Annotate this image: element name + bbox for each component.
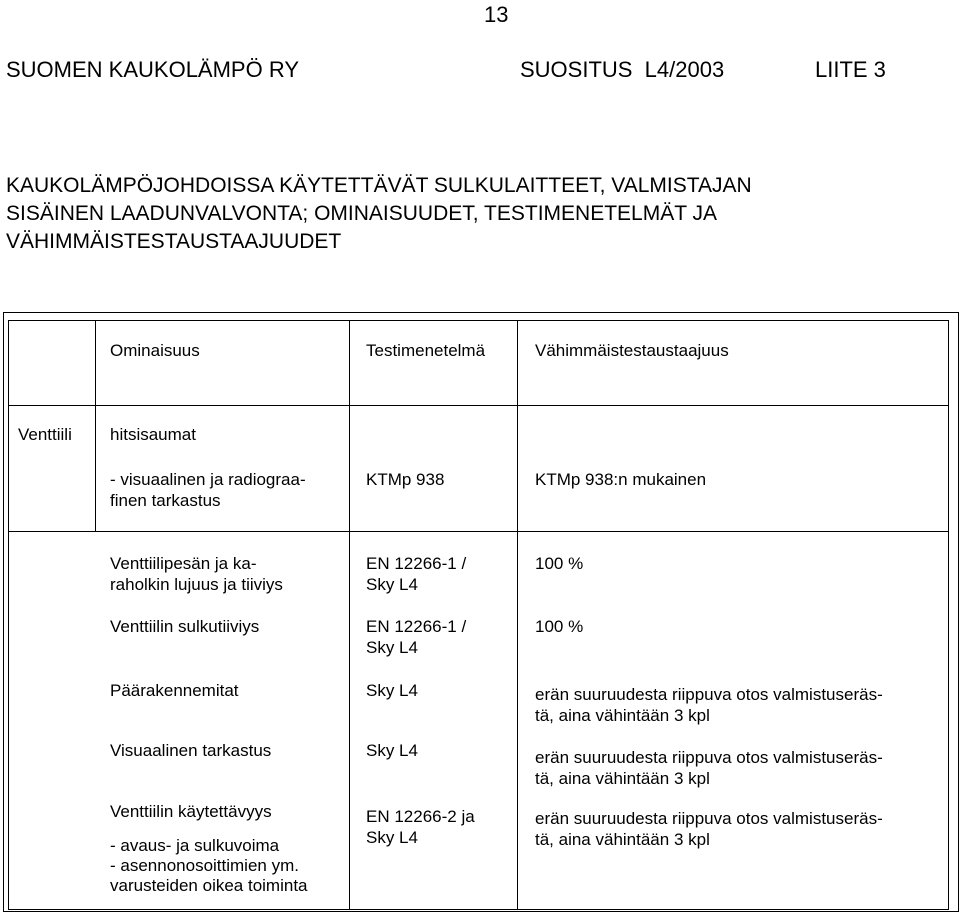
table-row-test-method: EN 12266-2 ja Sky L4 [366,807,475,847]
table-row-property: Venttiilipesän ja ka- raholkin lujuus ja tiiviys [110,554,283,594]
weld-min-frequency: KTMp 938:n mukainen [535,470,707,489]
table-row-min-frequency: erän suuruudesta riippuva otos valmistuseräs- tä, aina vähintään 3 kpl [535,748,883,788]
table-column-divider [517,320,518,910]
table-row-min-frequency: erän suuruudesta riippuva otos valmistuseräs- tä, aina vähintään 3 kpl [535,809,883,849]
section-label: Venttiili [18,425,72,444]
weld-title: hitsisaumat [110,425,196,444]
document-title [6,172,752,256]
table-header-divider [8,405,949,406]
column-header-property: Ominaisuus [110,341,200,360]
organization-name: SUOMEN KAUKOLÄMPÖ RY [6,57,299,82]
table-row-test-method: EN 12266-1 / Sky L4 [366,617,467,657]
table-row-test-method: Sky L4 [366,681,418,700]
table-row-property: Venttiilin sulkutiiviys [110,617,260,636]
table-row-min-frequency: erän suuruudesta riippuva otos valmistuseräs- tä, aina vähintään 3 kpl [535,685,883,725]
table-row-test-method: Sky L4 [366,741,418,760]
recommendation-id: SUOSITUS L4/2003 [520,57,725,82]
table-row-property: Visuaalinen tarkastus [110,741,272,760]
column-header-test-method: Testimenetelmä [366,341,486,360]
weld-test-method: KTMp 938 [366,470,445,489]
page-number: 13 [484,2,509,27]
table-row-property: Venttiilin käytettävyys - avaus- ja sulkuvoima - asennonosoittimien ym. varusteiden oikea toiminta [110,802,308,895]
title-line: VÄHIMMÄISTESTAUSTAAJUUDET [6,230,342,253]
table-column-divider [95,320,96,532]
column-header-min-frequency: Vähimmäistestaustaajuus [535,341,729,360]
table-row-min-frequency: 100 % [535,617,584,636]
table-row-test-method: EN 12266-1 / Sky L4 [366,554,467,594]
table-column-divider [349,320,350,910]
appendix-label: LIITE 3 [815,57,886,82]
weld-property: - visuaalinen ja radiograa- finen tarkastus [110,470,306,510]
title-line: SISÄINEN LAADUNVALVONTA; OMINAISUUDET, TESTIMENETELMÄT JA [6,202,718,225]
title-line: KAUKOLÄMPÖJOHDOISSA KÄYTETTÄVÄT SULKULAITTEET, VALMISTAJAN [6,174,752,197]
table-row-divider [8,531,949,532]
table-row-property: Päärakennemitat [110,681,239,700]
table-row-min-frequency: 100 % [535,554,584,573]
